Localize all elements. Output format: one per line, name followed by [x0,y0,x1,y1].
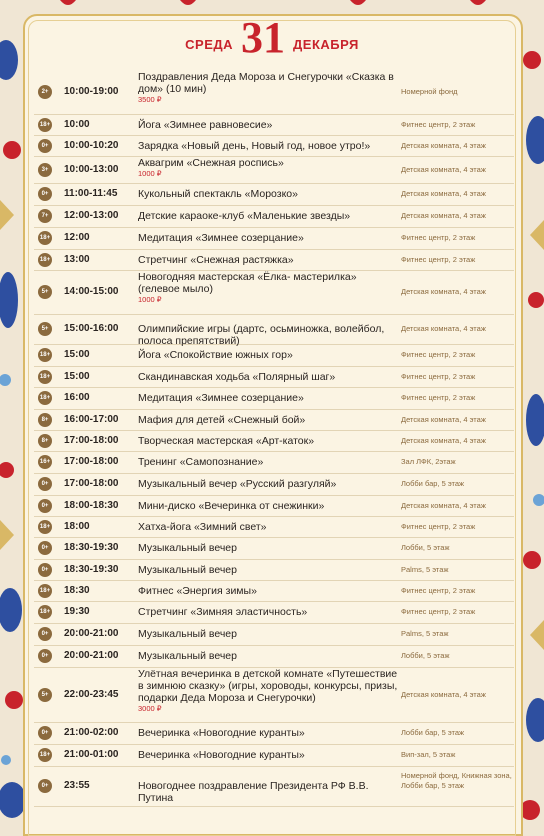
event-time: 15:00 [64,370,90,382]
event-time: 18:00-18:30 [64,499,119,511]
event-time: 20:00-21:00 [64,650,119,661]
age-rating-badge: 5+ [38,688,52,702]
schedule-row [34,601,514,624]
age-rating-badge: 8+ [38,434,52,448]
event-location: Вип-зал, 5 этаж [401,750,456,759]
age-rating-badge: 7+ [38,209,52,223]
event-title [138,157,398,178]
schedule-row [34,744,514,767]
month: ДЕКАБРЯ [293,36,359,52]
event-title-text: Фитнес «Энергия зимы» [138,584,257,597]
event-title [138,606,398,618]
event-time: 22:00-23:45 [64,688,119,700]
schedule-row [34,156,514,184]
event-location: Palms, 5 этаж [401,564,449,574]
event-title [138,521,398,533]
event-title [138,456,398,468]
schedule-row [34,451,514,474]
event-title [138,392,398,404]
event-title [138,71,398,104]
schedule-row [34,114,514,136]
event-title-text: Олимпийские игры (дартс, осьминожка, волейбол, полоса препятствий) [138,323,385,347]
age-rating-badge: 18+ [38,748,52,762]
event-title [138,650,398,662]
age-rating-badge: 18+ [38,118,52,132]
event-time: 21:00-02:00 [64,727,119,738]
schedule-row [34,623,514,646]
event-location: Фитнес центр, 2 этаж [401,119,476,129]
event-title [138,254,398,266]
schedule-row [34,430,514,452]
age-rating-badge: 18+ [38,605,52,619]
schedule-row [34,645,514,668]
date-header [0,13,544,66]
event-price: 3500 ₽ [138,95,162,104]
schedule-row [34,249,514,271]
event-title [138,188,398,200]
event-location: Фитнес центр, 2 этаж [401,371,476,381]
event-title-text: Хатха-йога «Зимний свет» [138,520,267,533]
event-time: 21:00-01:00 [64,749,119,760]
schedule-row [34,537,514,560]
event-title-text: Вечеринка «Новогодние куранты» [138,749,305,761]
event-location: Фитнес центр, 2 этаж [401,607,476,616]
event-title [138,478,398,490]
schedule-row [34,516,514,538]
event-location: Лобби бар, 5 этаж [401,479,465,488]
event-time: 17:00-18:00 [64,456,119,467]
event-location: Лобби бар, 5 этаж [401,728,465,737]
schedule-row [34,135,514,157]
event-title-text: Детские караоке-клуб «Маленькие звезды» [138,210,351,222]
event-location: Детская комната, 4 этаж [401,211,486,220]
age-rating-badge: 18+ [38,231,52,245]
event-title [138,119,398,131]
age-rating-badge: 0+ [38,499,52,513]
age-rating-badge: 0+ [38,649,52,663]
age-rating-badge: 18+ [38,370,52,384]
event-time: 17:00-18:00 [64,434,119,446]
schedule-row [34,409,514,431]
event-title [138,210,398,222]
event-location: Фитнес центр, 2 этаж [401,254,476,264]
schedule-row [34,183,514,206]
event-time: 13:00 [64,253,90,265]
event-title-text: Музыкальный вечер [138,542,237,554]
age-rating-badge: 18+ [38,391,52,405]
event-time: 16:00 [64,392,90,403]
age-rating-badge: 0+ [38,627,52,641]
age-rating-badge: 8+ [38,413,52,427]
age-rating-badge: 0+ [38,779,52,793]
age-rating-badge: 0+ [38,563,52,577]
event-time: 18:30-19:30 [64,542,119,553]
schedule-row [34,205,514,228]
event-title-text: Тренинг «Самопознание» [138,456,264,468]
age-rating-badge: 0+ [38,187,52,201]
event-location: Детская комната, 4 этаж [401,689,486,699]
age-rating-badge: 0+ [38,726,52,740]
event-time: 10:00-13:00 [64,163,119,175]
event-title [138,564,398,576]
event-title-text: Улётная вечеринка в детской комнате «Путешествие в зимнюю сказку» (игры, хороводы, конкурсы, призы, подарки Деда Мороза и Снегурочки) [138,668,398,704]
event-title-text: Скандинавская ходьба «Полярный шаг» [138,370,336,383]
event-title [138,749,398,761]
event-time: 16:00-17:00 [64,413,119,425]
event-title-text: Зарядка «Новый день, Новый год, новое утро!» [138,139,371,152]
event-title-text: Медитация «Зимнее созерцание» [138,232,304,244]
event-location: Детская комната, 4 этаж [401,287,486,296]
event-title-text: Новогодняя мастерская «Ёлка- мастерилка» (гелевое мыло) [138,271,357,295]
event-time: 20:00-21:00 [64,628,119,639]
schedule-row [34,495,514,517]
day-of-week: СРЕДА [185,36,234,52]
schedule-row [34,667,514,723]
event-location: Детская комната, 4 этаж [401,164,486,174]
event-time: 12:00 [64,232,90,243]
event-time: 14:00-15:00 [64,286,119,297]
event-title-text: Мини-диско «Вечеринка от снежинки» [138,499,325,512]
age-rating-badge: 2+ [38,85,52,99]
event-price: 1000 ₽ [138,169,162,178]
event-title-text: Музыкальный вечер [138,628,237,640]
event-title [138,140,398,152]
age-rating-badge: 18+ [38,520,52,534]
age-rating-badge: 0+ [38,477,52,491]
event-title [138,668,398,713]
event-location: Palms, 5 этаж [401,629,449,638]
event-price: 3000 ₽ [138,704,162,713]
schedule-row [34,387,514,410]
event-location: Детская комната, 4 этаж [401,324,486,333]
event-title [138,232,398,244]
event-title-text: Музыкальный вечер [138,650,237,662]
event-title [138,628,398,640]
event-price: 1000 ₽ [138,295,162,304]
event-title-text: Музыкальный вечер «Русский разгуляй» [138,478,337,490]
schedule-row [34,70,514,115]
event-title [138,542,398,554]
event-title-text: Стретчинг «Зимняя эластичность» [138,606,308,618]
event-time: 19:30 [64,606,90,617]
event-title-text: Поздравления Деда Мороза и Снегурочки «Сказка в дом» (10 мин) [138,71,394,95]
event-title-text: Музыкальный вечер [138,563,237,576]
age-rating-badge: 18+ [38,253,52,267]
event-time: 18:00 [64,520,90,532]
schedule-row [34,344,514,367]
event-location: Фитнес центр, 2 этаж [401,350,476,359]
schedule-row [34,366,514,388]
event-time: 17:00-18:00 [64,478,119,489]
event-time: 10:00 [64,118,90,130]
event-title-text: Кукольный спектакль «Морозко» [138,188,298,200]
event-location: Детская комната, 4 этаж [401,500,486,510]
event-location: Детская комната, 4 этаж [401,435,486,445]
age-rating-badge: 3+ [38,163,52,177]
event-title [138,371,398,383]
event-time: 15:00 [64,349,90,360]
event-location: Фитнес центр, 2 этаж [401,233,476,242]
schedule-row [34,559,514,581]
schedule-row [34,722,514,745]
event-title-text: Аквагрим «Снежная роспись» [138,157,284,169]
event-title-text: Йога «Зимнее равновесие» [138,118,273,131]
event-title [138,271,398,304]
age-rating-badge: 18+ [38,584,52,598]
event-title-text: Вечеринка «Новогодние куранты» [138,727,305,739]
event-location: Детская комната, 4 этаж [401,140,486,150]
event-time: 10:00-19:00 [64,86,119,97]
event-time: 23:55 [64,780,90,791]
event-title [138,435,398,447]
event-location: Фитнес центр, 2 этаж [401,585,476,595]
event-title [138,349,398,361]
event-location: Зал ЛФК, 2этаж [401,457,456,466]
schedule-row [34,766,514,807]
event-title-text: Медитация «Зимнее созерцание» [138,392,304,404]
event-location: Фитнес центр, 2 этаж [401,393,476,402]
event-time: 18:30 [64,584,90,596]
event-title-text: Стретчинг «Снежная растяжка» [138,253,294,266]
event-title-text: Творческая мастерская «Арт-каток» [138,434,315,447]
schedule-row [34,580,514,602]
schedule-row [34,473,514,496]
age-rating-badge: 5+ [38,285,52,299]
event-location: Детская комната, 4 этаж [401,414,486,424]
event-location: Лобби, 5 этаж [401,543,450,552]
event-title [138,414,398,426]
event-title-text: Мафия для детей «Снежный бой» [138,413,306,426]
event-time: 18:30-19:30 [64,563,119,575]
age-rating-badge: 5+ [38,322,52,336]
event-time: 10:00-10:20 [64,139,119,151]
age-rating-badge: 16+ [38,455,52,469]
event-title-text: Йога «Спокойствие южных гор» [138,349,293,361]
event-location: Фитнес центр, 2 этаж [401,521,476,531]
age-rating-badge: 0+ [38,541,52,555]
event-time: 11:00-11:45 [64,188,118,199]
event-location: Лобби, 5 этаж [401,651,450,660]
event-title [138,500,398,512]
age-rating-badge: 18+ [38,348,52,362]
event-title-text: Новогоднее поздравление Президента РФ В.В. Путина [138,780,369,804]
event-location: Номерной фонд, Книжная зона, Лобби бар, 5 этаж [401,771,512,790]
schedule-row [34,314,514,345]
event-time: 12:00-13:00 [64,210,119,221]
event-location: Детская комната, 4 этаж [401,189,486,198]
event-time: 15:00-16:00 [64,323,119,334]
event-title [138,780,398,804]
day-number: 31 [241,13,286,62]
age-rating-badge: 0+ [38,139,52,153]
event-title [138,585,398,597]
schedule-row [34,227,514,250]
event-title [138,727,398,739]
event-location: Номерной фонд [401,87,458,96]
schedule-row [34,270,514,315]
